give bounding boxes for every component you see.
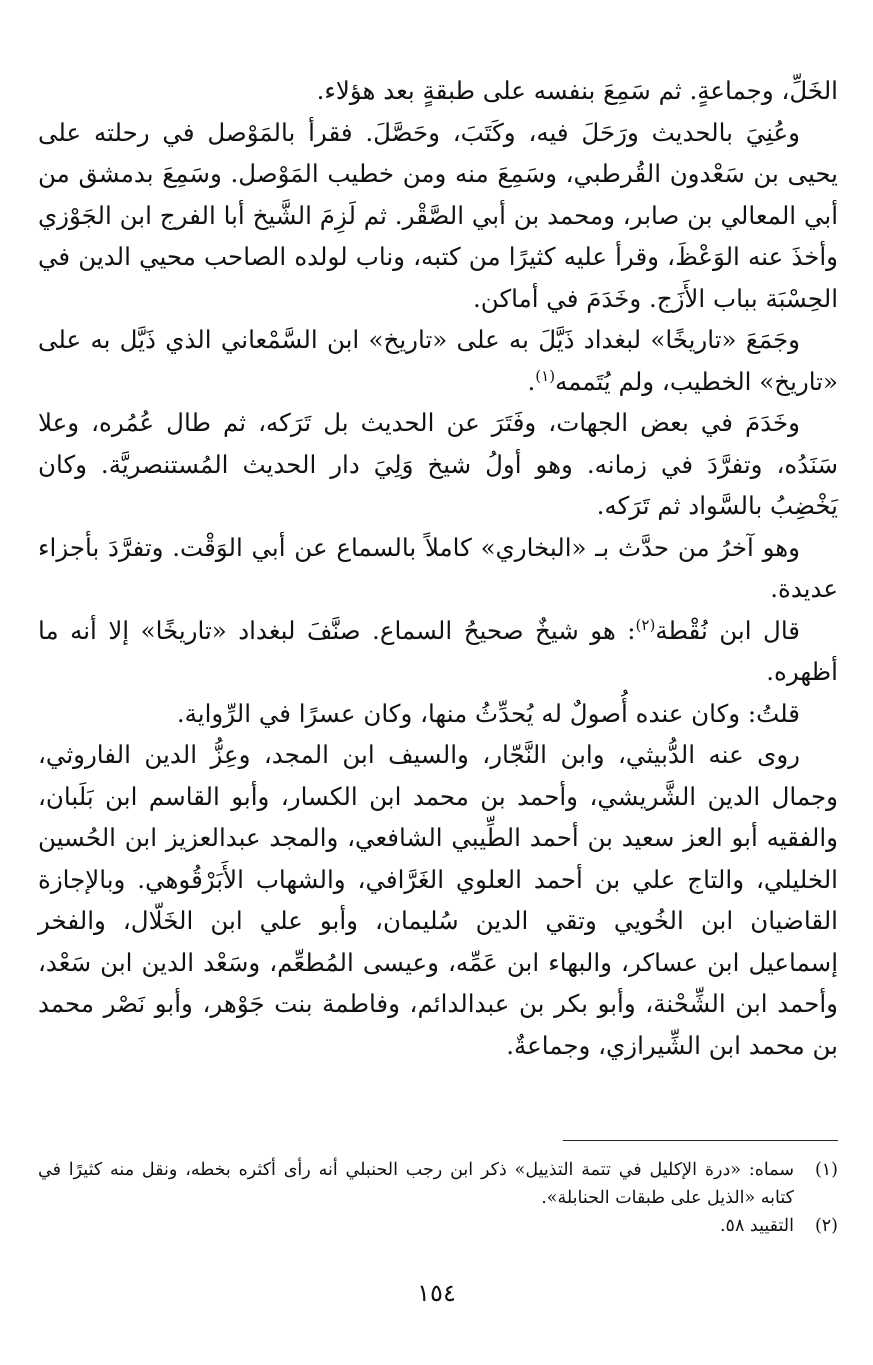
footnote-2-text: التقييد ٥٨. bbox=[719, 1216, 794, 1236]
paragraph-6-after: : هو شيخٌ صحيحُ السماع. صنَّفَ لبغداد «تاريخًا» إلا أنه ما أظهره. bbox=[38, 615, 838, 686]
footnote-2-number: (٢) bbox=[814, 1216, 838, 1236]
footnote-1 bbox=[38, 1156, 838, 1212]
paragraph-8-text: روى عنه الدُّبيثي، وابن النَّجّار، والسيف ابن المجد، وعِزُّ الدين الفاروثي، وجمال الدين الشَّريشي، وأحمد بن محمد ابن الكسار، وأبو القاسم ابن بَلَبان، والفقيه أبو العز سعيد بن أحمد الطِّيبي الشافعي، والمجد عبدالعزيز ابن الحُسين الخليلي، والتاج علي بن أحمد العلوي الغَرَّافي، والشهاب الأَبَرْقُوهي. وبالإجازة القاضيان ابن الخُويي وتقي الدين سُليمان، وأبو علي ابن الخَلّال، والفخر إسماعيل ابن عساكر، والبهاء ابن عَمِّه، وعيسى المُطعِّم، وسَعْد الدين ابن سَعْد، وأحمد ابن الشِّحْنة، وأبو بكر بن عبدالدائم، وفاطمة بنت جَوْهر، وأبو نَصْر محمد بن محمد ابن الشِّيرازي، وجماعةٌ. bbox=[38, 740, 838, 1060]
footnote-1-text: سماه: «درة الإكليل في تتمة التذييل» ذكر ابن رجب الحنبلي أنه رأى أكثره بخطه، ونقل منه كثيرًا في كتابه «الذيل على طبقات الحنابلة». bbox=[38, 1160, 794, 1208]
paragraph-5 bbox=[38, 527, 838, 610]
paragraph-2-text: وعُنِيَ بالحديث ورَحَلَ فيه، وكَتَبَ، وحَصَّلَ. فقرأ بالمَوْصل في رحلته على يحيى بن سَعْدون القُرطبي، وسَمِعَ منه ومن خطيب المَوْصل. وسَمِعَ بدمشق من أبي المعالي بن صابر، ومحمد بن أبي الصَّقْر. ثم لَزِمَ الشَّيخ أبا الفرج ابن الجَوْزي وأخذَ عنه الوَعْظَ، وقرأ عليه كثيرًا من كتبه، وناب لولده الصاحب محيي الدين في الحِسْبَة بباب الأَزَج. وخَدَمَ في أماكن. bbox=[38, 117, 838, 313]
footnote-ref-2[interactable]: (٢) bbox=[635, 615, 656, 634]
paragraph-1 bbox=[38, 70, 838, 112]
paragraph-3 bbox=[38, 319, 838, 402]
footnotes-section bbox=[38, 1156, 838, 1240]
footnote-ref-1[interactable]: (١) bbox=[535, 366, 556, 385]
paragraph-7 bbox=[38, 693, 838, 735]
paragraph-8 bbox=[38, 734, 838, 1066]
paragraph-1-text: الخَلِّ، وجماعةٍ. ثم سَمِعَ بنفسه على طبقةٍ بعد هؤلاء. bbox=[316, 76, 838, 105]
footnote-divider bbox=[563, 1140, 838, 1141]
paragraph-2 bbox=[38, 112, 838, 320]
paragraph-3-after: . bbox=[527, 366, 536, 396]
paragraph-4 bbox=[38, 402, 838, 527]
paragraph-6-text: قال ابن نُقْطة bbox=[655, 615, 800, 645]
paragraph-6 bbox=[38, 610, 838, 693]
main-text-body bbox=[38, 70, 838, 1066]
paragraph-3-text: وجَمَعَ «تاريخًا» لبغداد ذَيَّلَ به على «تاريخ» ابن السَّمْعاني الذي ذَيَّل به على «تاريخ» الخطيب، ولم يُتَممه bbox=[38, 325, 838, 396]
page-number: ١٥٤ bbox=[417, 1279, 456, 1307]
paragraph-4-text: وخَدَمَ في بعض الجهات، وفَتَرَ عن الحديث بل تَرَكه، ثم طال عُمُره، وعلا سَنَدُه، وتفرَّدَ في زمانه. وهو أولُ شيخ وَلِيَ دار الحديث المُستنصريَّة. وكان يَخْضِبُ بالسَّواد ثم تَرَكه. bbox=[38, 408, 838, 520]
paragraph-7-text: قلتُ: وكان عنده أُصولٌ له يُحدِّثُ منها، وكان عسرًا في الرِّواية. bbox=[176, 698, 800, 728]
footnote-2 bbox=[38, 1212, 838, 1240]
paragraph-5-text: وهو آخرُ من حدَّث بـ «البخاري» كاملاً بالسماع عن أبي الوَقْت. وتفرَّدَ بأجزاء عديدة. bbox=[38, 532, 838, 603]
footnote-1-number: (١) bbox=[814, 1160, 838, 1180]
